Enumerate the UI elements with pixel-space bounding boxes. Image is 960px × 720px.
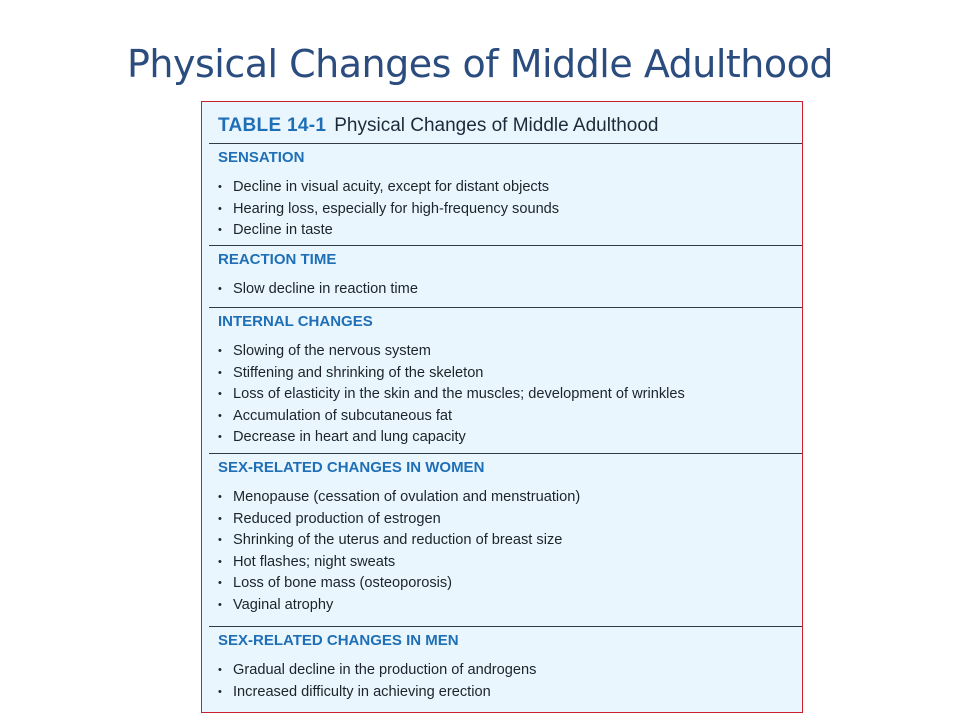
list-item: • Increased difficulty in achieving erection — [218, 682, 536, 704]
bullet-icon: • — [218, 491, 222, 503]
bullet-icon: • — [218, 409, 222, 422]
list-item: • Menopause (cessation of ovulation and menstruation) — [218, 487, 580, 509]
list-item: • Slowing of the nervous system — [218, 341, 685, 363]
section-heading: SEX-RELATED CHANGES IN MEN — [218, 632, 459, 649]
bullet-icon: • — [218, 202, 222, 215]
bullet-icon: • — [218, 224, 222, 236]
list-item: • Accumulation of subcutaneous fat — [218, 406, 685, 428]
section-internal-changes — [209, 307, 802, 454]
bullet-list — [218, 487, 580, 616]
bullet-icon: • — [218, 366, 222, 379]
bullet-icon: • — [218, 345, 222, 357]
list-item: • Reduced production of estrogen — [218, 509, 580, 531]
bullet-list — [218, 341, 685, 449]
table-heading — [218, 110, 659, 142]
list-item: • Slow decline in reaction time — [218, 279, 418, 301]
bullet-icon: • — [218, 283, 222, 295]
bullet-icon: • — [218, 664, 222, 676]
section-reaction-time — [209, 245, 802, 308]
section-heading: REACTION TIME — [218, 251, 337, 268]
list-item: • Decline in visual acuity, except for distant objects — [218, 177, 559, 199]
bullet-icon: • — [218, 388, 222, 400]
table-title: Physical Changes of Middle Adulthood — [334, 115, 659, 136]
list-item: • Hot flashes; night sweats — [218, 552, 580, 574]
bullet-icon: • — [218, 181, 222, 193]
list-item: • Vaginal atrophy — [218, 595, 580, 617]
bullet-list — [218, 177, 559, 242]
list-item: • Gradual decline in the production of androgens — [218, 660, 536, 682]
list-item: • Loss of elasticity in the skin and the muscles; development of wrinkles — [218, 384, 685, 406]
table-number: TABLE 14-1 — [218, 115, 327, 136]
bullet-icon: • — [218, 534, 222, 546]
bullet-icon: • — [218, 685, 222, 698]
slide-title: Physical Changes of Middle Adulthood — [126, 42, 834, 86]
list-item: • Stiffening and shrinking of the skeleton — [218, 363, 685, 385]
section-changes-women — [209, 453, 802, 627]
bullet-icon: • — [218, 598, 222, 611]
table-frame — [201, 101, 803, 713]
bullet-list — [218, 660, 536, 703]
section-heading: INTERNAL CHANGES — [218, 313, 373, 330]
bullet-icon: • — [218, 577, 222, 589]
section-heading: SENSATION — [218, 149, 305, 166]
list-item: • Decline in taste — [218, 220, 559, 242]
bullet-icon: • — [218, 555, 222, 568]
bullet-icon: • — [218, 512, 222, 525]
list-item: • Hearing loss, especially for high-frequency sounds — [218, 199, 559, 221]
bullet-icon: • — [218, 431, 222, 443]
section-sensation — [209, 143, 802, 246]
bullet-list — [218, 279, 418, 301]
list-item: • Decrease in heart and lung capacity — [218, 427, 685, 449]
section-heading: SEX-RELATED CHANGES IN WOMEN — [218, 459, 485, 476]
list-item: • Loss of bone mass (osteoporosis) — [218, 573, 580, 595]
section-changes-men — [209, 626, 802, 711]
list-item: • Shrinking of the uterus and reduction of breast size — [218, 530, 580, 552]
